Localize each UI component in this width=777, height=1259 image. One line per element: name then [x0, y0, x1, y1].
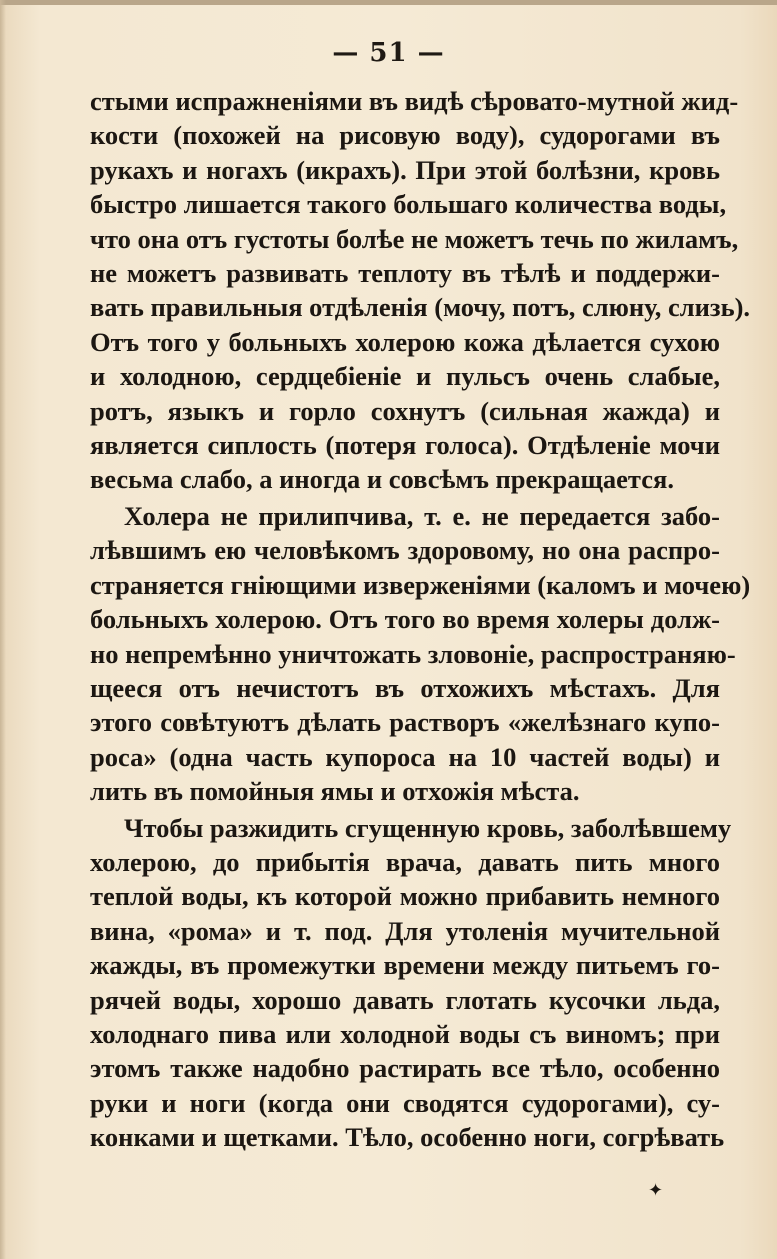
text-line: стыми испражненіями въ видѣ сѣровато-мутной жид-: [90, 86, 739, 116]
text-line: но непремѣнно уничтожать зловоніе, распространяю-: [90, 638, 736, 669]
text-line: кости (похожей на рисовую воду), судорогами въ: [90, 120, 720, 151]
text-line: весьма слабо, а иногда и совсѣмъ прекращается.: [90, 464, 674, 495]
text-line: жажды, въ промежутки времени между питьемъ го-: [90, 950, 720, 981]
text-line: вать правильныя отдѣленія (мочу, потъ, слюну, слизь).: [90, 292, 751, 323]
page-binding-shadow: [0, 0, 6, 1259]
text-line: конками и щетками. Тѣло, особенно ноги, согрѣвать: [90, 1122, 725, 1153]
text-line: Холера не прилипчива, т. е. не передается забо-: [124, 500, 720, 531]
text-line: этомъ также надобно растирать все тѣло, особенно: [90, 1053, 720, 1084]
text-line: Чтобы разжидить сгущенную кровь, заболѣвшему: [124, 812, 732, 843]
text-line: руки и ноги (когда они сводятся судорогами), су-: [90, 1087, 720, 1118]
text-line: страняется гніющими изверженіями (каломъ и мочею): [90, 569, 751, 600]
text-line: лѣвшимъ ею человѣкомъ здоровому, но она распро-: [90, 535, 720, 566]
text-line: является сиплость (потеря голоса). Отдѣленіе мочи: [90, 430, 720, 461]
text-line: роса» (одна часть купороса на 10 частей воды) и: [90, 741, 720, 772]
text-line: больныхъ холерою. Отъ того во время холеры долж-: [90, 604, 720, 635]
text-line: что она отъ густоты болѣе не можетъ течь по жиламъ,: [90, 223, 739, 254]
text-line: лить въ помойныя ямы и отхожія мѣста.: [90, 776, 580, 807]
text-line: и холодною, сердцебіеніе и пульсъ очень слабые,: [90, 361, 720, 392]
text-line: Отъ того у больныхъ холерою кожа дѣлается сухою: [90, 326, 720, 357]
text-line: холоднаго пива или холодной воды съ виномъ; при: [90, 1018, 720, 1049]
text-line: теплой воды, къ которой можно прибавить немного: [90, 881, 720, 912]
text-line: быстро лишается такого большаго количества воды,: [90, 189, 727, 220]
text-line: щееся отъ нечистотъ въ отхожихъ мѣстахъ. Для: [90, 672, 720, 703]
text-line: этого совѣтуютъ дѣлать растворъ «желѣзнаго купо-: [90, 707, 720, 738]
text-line: не можетъ развивать теплоту въ тѣлѣ и поддержи-: [90, 258, 720, 289]
text-line: рукахъ и ногахъ (икрахъ). При этой болѣзни, кровь: [90, 154, 720, 185]
text-line: вина, «рома» и т. под. Для утоленія мучительной: [90, 915, 720, 946]
body-text: [90, 84, 751, 1155]
text-line: ротъ, языкъ и горло сохнутъ (сильная жажда) и: [90, 395, 720, 426]
text-line: холерою, до прибытія врача, давать пить много: [90, 846, 720, 877]
page-number: — 51 —: [332, 38, 445, 68]
text-line: рячей воды, хорошо давать глотать кусочки льда,: [90, 984, 720, 1015]
page-top-edge: [0, 0, 777, 5]
signature-mark: ✦: [648, 1180, 664, 1201]
